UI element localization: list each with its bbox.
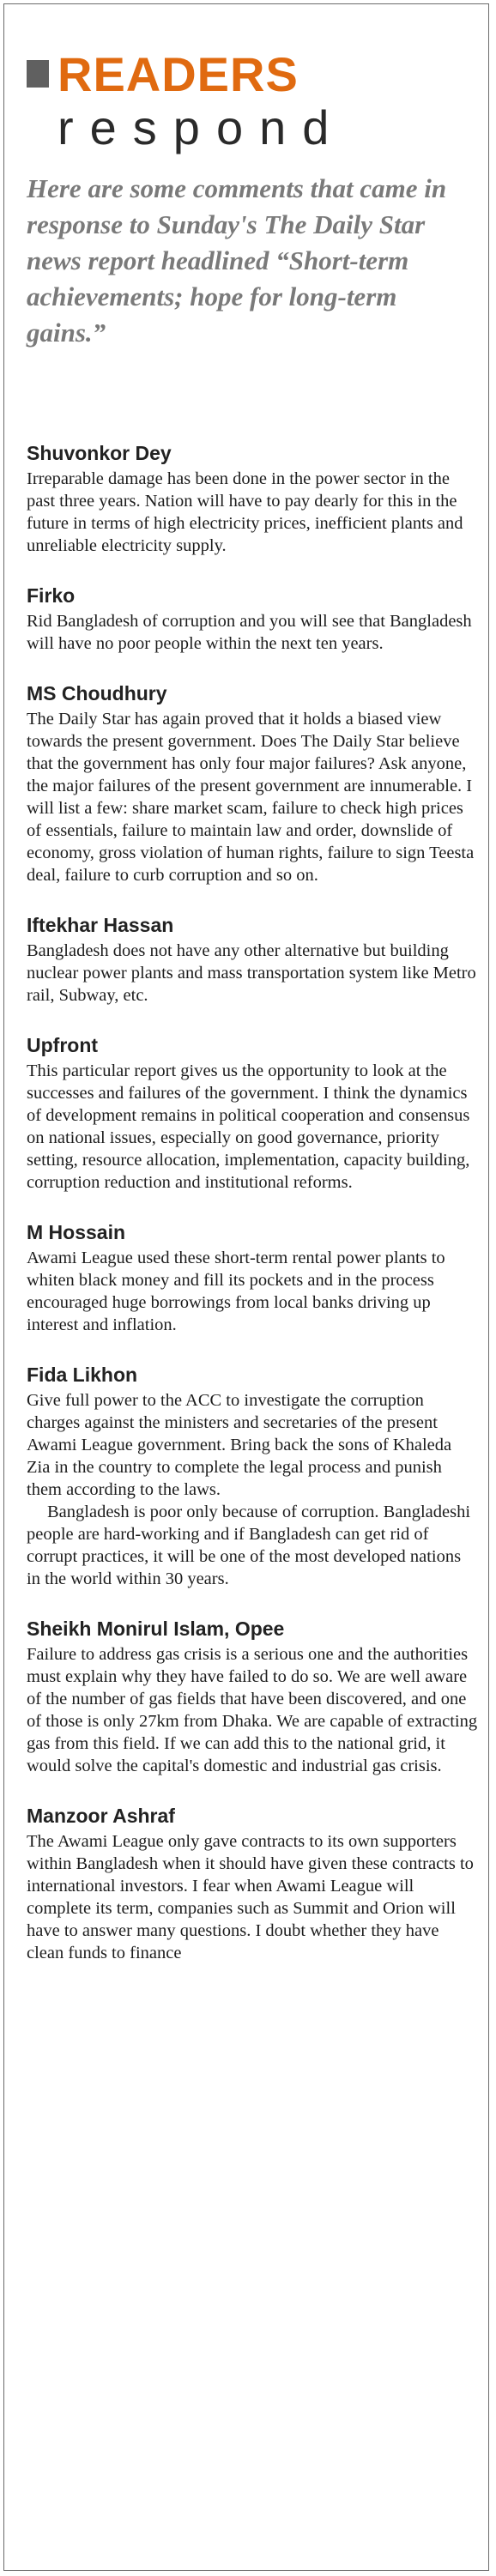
comment-item <box>27 1803 478 1964</box>
article-frame <box>3 3 489 2571</box>
commenter-name: Sheikh Monirul Islam, Opee <box>27 1618 285 1640</box>
commenter-name: Shuvonkor Dey <box>27 442 172 464</box>
section-header <box>27 39 481 154</box>
commenter-name: Upfront <box>27 1034 99 1056</box>
comment-text: Bangladesh does not have any other alternative but building nuclear power plants and mass transportation system like Metro rail, Subway, etc. <box>27 941 476 1005</box>
commenter-name: M Hossain <box>27 1221 126 1243</box>
comment-item <box>27 440 478 557</box>
header-square-marker <box>27 60 49 88</box>
comment-item <box>27 583 478 655</box>
comment-item <box>27 912 478 1007</box>
comment-text: This particular report gives us the opportunity to look at the successes and failures of the government. I think the dynamics of development remains in political cooperation and consensus on national issues, especially on good governance, priority setting, resource allocation, implementation, capacity building, corruption reduction and institutional reforms. <box>27 1061 470 1192</box>
comments-list <box>27 440 478 1990</box>
comment-text: Bangladesh is poor only because of corruption. Bangladeshi people are hard-working and if Bangladesh can get rid of corrupt practices, it will be one of the most developed nations in the world within 30 years. <box>27 1503 471 1588</box>
commenter-name: Fida Likhon <box>27 1364 138 1386</box>
comment-item <box>27 1616 478 1777</box>
comment-item <box>27 680 478 886</box>
comment-text: The Awami League only gave contracts to its own supporters within Bangladesh when it should have given these contracts to international investors. I fear when Awami League will complete its term, companies such as Summit and Orion will have to answer many questions. I doubt whether they have clean funds to finance <box>27 1832 474 1962</box>
section-title: READERS <box>57 47 299 101</box>
comment-text: Awami League used these short-term rental power plants to whiten black money and fill its pockets and in the process encouraged huge borrowings from local banks driving up interest and inflation. <box>27 1249 445 1334</box>
commenter-name: Manzoor Ashraf <box>27 1805 175 1827</box>
commenter-name: MS Choudhury <box>27 682 167 704</box>
comment-text: Rid Bangladesh of corruption and you will see that Bangladesh will have no poor people within the next ten years. <box>27 612 472 653</box>
comment-text: Failure to address gas crisis is a serious one and the authorities must explain why they have failed to do so. We are well aware of the number of gas fields that have been discovered, and one of those is only 27km from Dhaka. We are capable of extracting gas from this field. If we can add this to the national grid, it would solve the capital's domestic and industrial gas crisis. <box>27 1645 478 1775</box>
commenter-name: Firko <box>27 584 76 607</box>
commenter-name: Iftekhar Hassan <box>27 914 174 936</box>
comment-item <box>27 1362 478 1590</box>
comment-text: Irreparable damage has been done in the power sector in the past three years. Nation will have to pay dearly for this in the future in terms of high electricity prices, inefficient plants and unreliable electricity supply. <box>27 469 463 555</box>
intro-text: Here are some comments that came in response to Sunday's The Daily Star news report headlined “Short-term achievements; hope for long-term gains.” <box>27 173 447 348</box>
comment-item <box>27 1032 478 1194</box>
comment-item <box>27 1219 478 1336</box>
section-subtitle: respond <box>57 100 346 154</box>
comment-text: The Daily Star has again proved that it holds a biased view towards the present government. Does The Daily Star believe that the government has only four major failures? Ask anyone, the major failures of the present government are innumerable. I will list a few: share market scam, failure to check high prices of essentials, failure to maintain law and order, downslide of economy, gross violation of human rights, failure to sign Teesta deal, failure to curb corruption and so on. <box>27 710 475 885</box>
comment-text: Give full power to the ACC to investigate the corruption charges against the ministers and secretaries of the present Awami League government. Bring back the sons of Khaleda Zia in the country to complete the legal process and punish them according to the laws. <box>27 1391 452 1499</box>
